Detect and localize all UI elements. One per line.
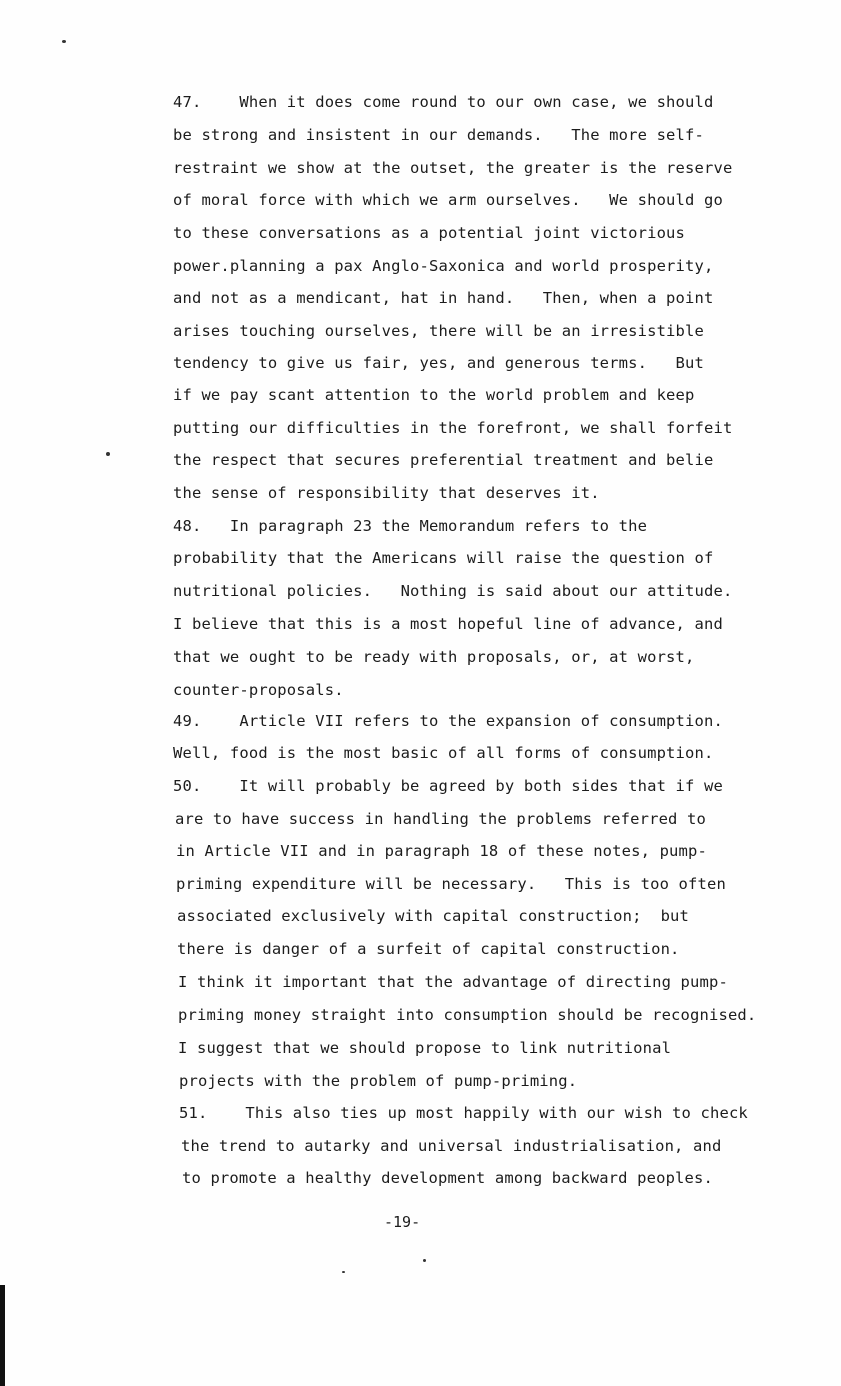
page-number: -19- (384, 1213, 421, 1231)
text-line: and not as a mendicant, hat in hand. Then, when a point (173, 289, 714, 307)
text-line: power.planning a pax Anglo-Saxonica and world prosperity, (173, 257, 714, 275)
text-line: 48. In paragraph 23 the Memorandum refers to the (173, 517, 648, 535)
text-line: counter-proposals. (173, 681, 344, 699)
text-line: priming expenditure will be necessary. This is too often (176, 875, 726, 893)
scan-edge-shadow (0, 1285, 5, 1386)
text-line: 49. Article VII refers to the expansion of consumption. (173, 712, 723, 730)
text-line: the sense of responsibility that deserves it. (173, 484, 600, 502)
text-line: I suggest that we should propose to link nutritional (178, 1039, 672, 1057)
text-line: associated exclusively with capital construction; but (177, 907, 690, 925)
scan-speck (423, 1259, 426, 1262)
text-line: Well, food is the most basic of all forms of consumption. (173, 744, 714, 762)
text-line: to promote a healthy development among backward peoples. (182, 1169, 713, 1187)
text-line: 47. When it does come round to our own case, we should (173, 93, 714, 111)
scan-speck (106, 452, 110, 456)
text-line: tendency to give us fair, yes, and generous terms. But (173, 354, 704, 372)
text-line: projects with the problem of pump-priming. (179, 1072, 578, 1090)
text-line: probability that the Americans will raise the question of (173, 549, 714, 567)
text-line: putting our difficulties in the forefront, we shall forfeit (173, 419, 733, 437)
text-line: priming money straight into consumption should be recognised. (178, 1006, 757, 1024)
text-line: be strong and insistent in our demands. The more self- (173, 126, 704, 144)
text-line: the respect that secures preferential treatment and belie (173, 451, 714, 469)
text-line: 50. It will probably be agreed by both sides that if we (173, 777, 723, 795)
text-line: restraint we show at the outset, the greater is the reserve (173, 159, 733, 177)
scan-speck (342, 1271, 345, 1273)
text-line: the trend to autarky and universal industrialisation, and (181, 1137, 722, 1155)
text-line: there is danger of a surfeit of capital construction. (177, 940, 680, 958)
text-line: of moral force with which we arm ourselves. We should go (173, 191, 723, 209)
text-line: if we pay scant attention to the world problem and keep (173, 386, 695, 404)
text-line: in Article VII and in paragraph 18 of these notes, pump- (176, 842, 707, 860)
text-line: that we ought to be ready with proposals, or, at worst, (173, 648, 695, 666)
text-line: to these conversations as a potential joint victorious (173, 224, 686, 242)
text-line: 51. This also ties up most happily with our wish to check (179, 1104, 748, 1122)
text-line: I believe that this is a most hopeful line of advance, and (173, 615, 723, 633)
text-line: arises touching ourselves, there will be an irresistible (173, 322, 704, 340)
scan-speck (62, 40, 66, 43)
text-line: are to have success in handling the problems referred to (175, 810, 706, 828)
text-line: nutritional policies. Nothing is said about our attitude. (173, 582, 733, 600)
text-line: I think it important that the advantage of directing pump- (178, 973, 728, 991)
